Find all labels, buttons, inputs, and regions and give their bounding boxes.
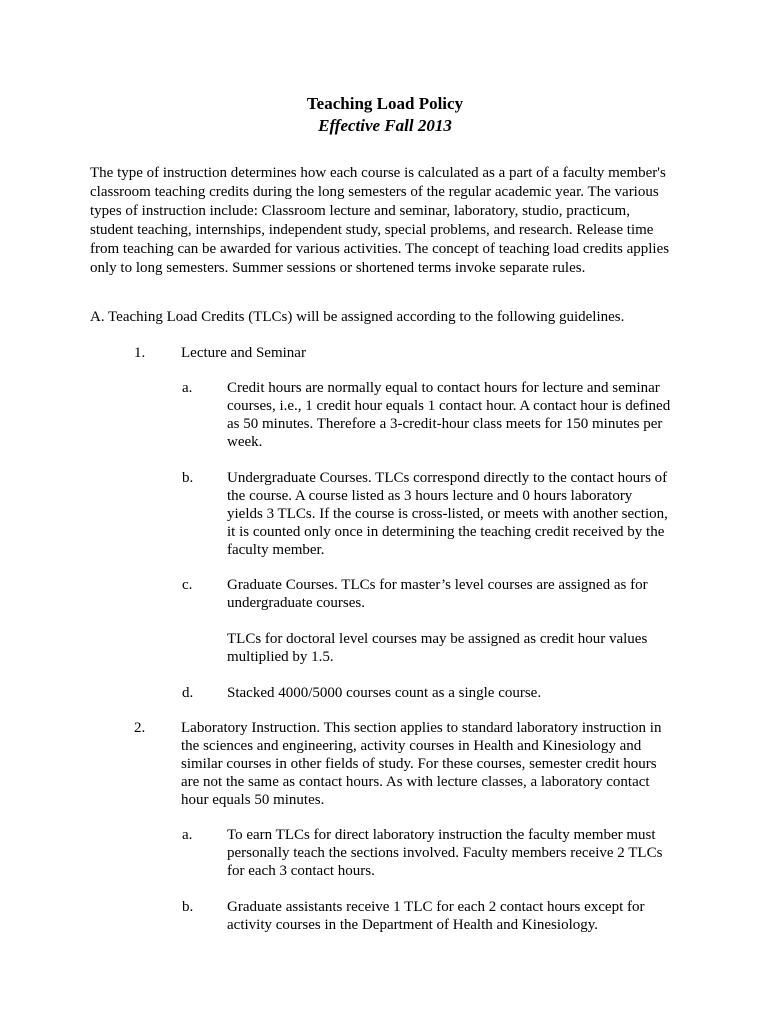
document-subtitle: Effective Fall 2013: [318, 116, 452, 135]
item-1-marker: 1.: [134, 345, 146, 361]
item-1a-text: [227, 379, 687, 451]
intro-line: The type of instruction determines how each course is calculated as a part of a faculty member's: [90, 165, 666, 181]
text-line: Laboratory Instruction. This section applies to standard laboratory instruction in: [181, 720, 662, 736]
intro-line: only to long semesters. Summer sessions or shortened terms invoke separate rules.: [90, 260, 586, 276]
text-line: multiplied by 1.5.: [227, 649, 334, 665]
text-line: as 50 minutes. Therefore a 3-credit-hour class meets for 150 minutes per: [227, 416, 663, 432]
item-2a-text: [227, 826, 687, 880]
text-line: courses, i.e., 1 credit hour equals 1 contact hour. A contact hour is defined: [227, 398, 671, 414]
text-line: activity courses in the Department of Health and Kinesiology.: [227, 917, 599, 933]
intro-line: classroom teaching credits during the long semesters of the regular academic year. The various: [90, 184, 659, 200]
text-line: the course. A course listed as 3 hours lecture and 0 hours laboratory: [227, 488, 633, 504]
section-a-heading: A. Teaching Load Credits (TLCs) will be assigned according to the following guidelines.: [90, 309, 625, 325]
text-line: TLCs for doctoral level courses may be assigned as credit hour values: [227, 631, 648, 647]
text-line: the sciences and engineering, activity courses in Health and Kinesiology and: [181, 738, 642, 754]
text-line: similar courses in other fields of study. For these courses, semester credit hours: [181, 756, 657, 772]
text-line: Graduate Courses. TLCs for master’s level courses are assigned as for: [227, 577, 648, 593]
intro-paragraph: [90, 164, 690, 278]
item-1d-text: [227, 684, 687, 702]
document-title: Teaching Load Policy: [306, 94, 464, 113]
text-line: it is counted only once in determining the teaching credit received by the: [227, 524, 665, 540]
item-2b-text: [227, 898, 687, 934]
item-2-text: [181, 719, 681, 809]
text-line: Undergraduate Courses. TLCs correspond directly to the contact hours of: [227, 470, 668, 486]
item-1-heading-text: Lecture and Seminar: [181, 345, 306, 361]
item-1c-text-2: [227, 630, 687, 666]
text-line: yields 3 TLCs. If the course is cross-listed, or meets with another section,: [227, 506, 668, 522]
item-2a-marker: a.: [182, 827, 193, 843]
item-2b-marker: b.: [182, 899, 194, 915]
text-line: undergraduate courses.: [227, 595, 366, 611]
text-line: Credit hours are normally equal to contact hours for lecture and seminar: [227, 380, 660, 396]
text-line: for each 3 contact hours.: [227, 863, 375, 879]
item-1c-marker: c.: [182, 577, 193, 593]
item-1b-text: [227, 469, 687, 559]
text-line: Stacked 4000/5000 courses count as a single course.: [227, 685, 542, 701]
text-line: To earn TLCs for direct laboratory instruction the faculty member must: [227, 827, 656, 843]
intro-line: from teaching can be awarded for various activities. The concept of teaching load credits applies: [90, 241, 670, 257]
item-1a-marker: a.: [182, 380, 193, 396]
item-1-heading: [181, 344, 681, 362]
text-line: Graduate assistants receive 1 TLC for each 2 contact hours except for: [227, 899, 645, 915]
text-line: are not the same as contact hours. As with lecture classes, a laboratory contact: [181, 774, 650, 790]
text-line: faculty member.: [227, 542, 325, 558]
text-line: hour equals 50 minutes.: [181, 792, 325, 808]
item-2-marker: 2.: [134, 720, 146, 736]
text-line: week.: [227, 434, 263, 450]
item-1c-text: [227, 576, 687, 612]
intro-line: types of instruction include: Classroom lecture and seminar, laboratory, studio, practicum,: [90, 203, 630, 219]
intro-line: student teaching, internships, independent study, special problems, and research. Release time: [90, 222, 654, 238]
text-line: personally teach the sections involved. Faculty members receive 2 TLCs: [227, 845, 663, 861]
item-1b-marker: b.: [182, 470, 194, 486]
item-1d-marker: d.: [182, 685, 194, 701]
